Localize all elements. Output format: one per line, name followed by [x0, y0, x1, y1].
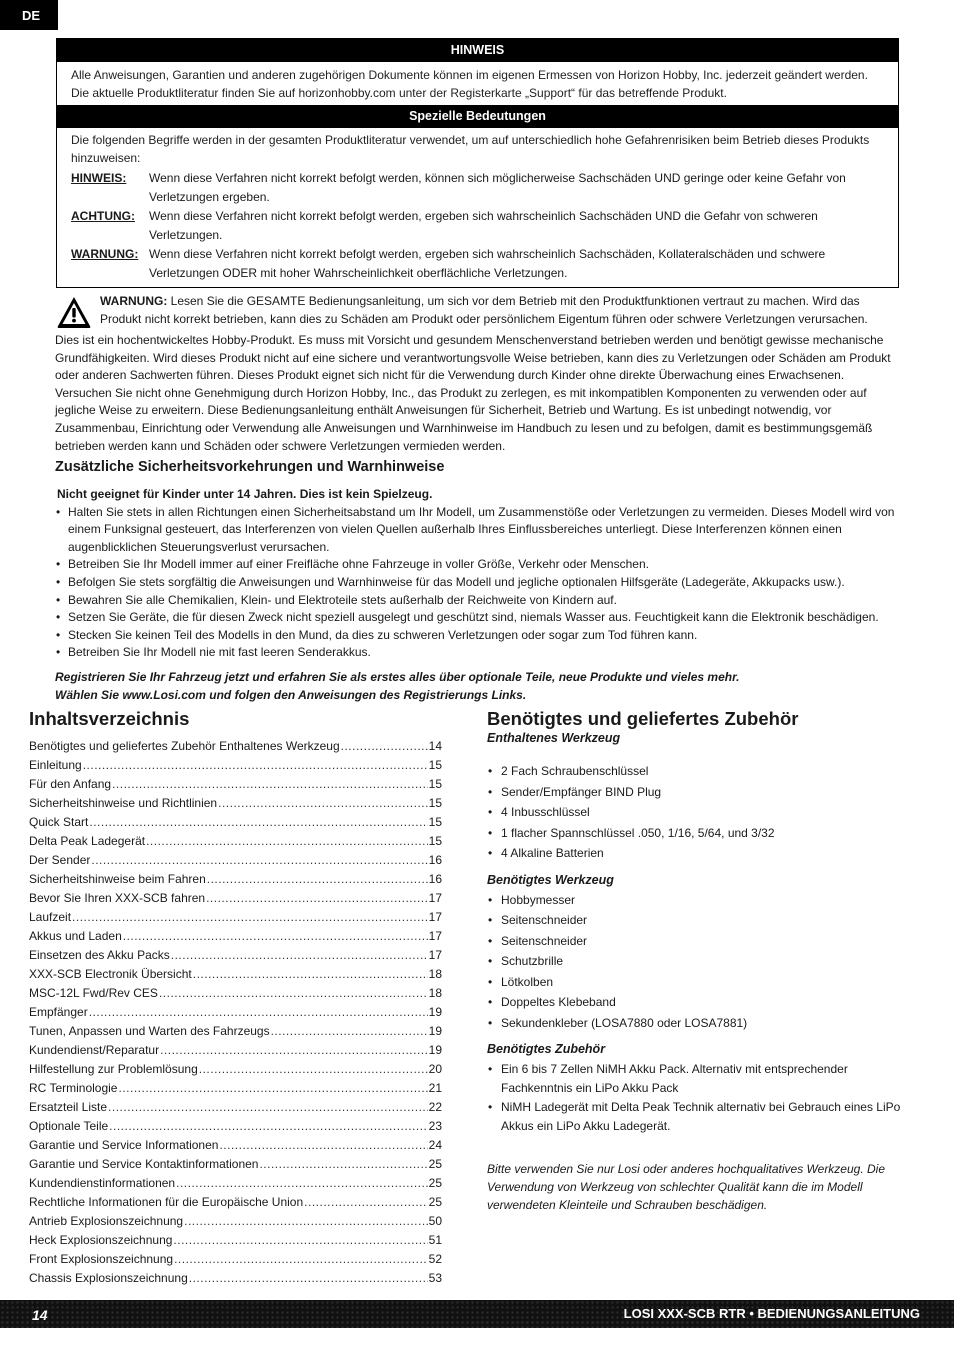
toc-entry-page: 25	[428, 1176, 442, 1190]
included-tools-heading: Enthaltenes Werkzeug	[487, 731, 621, 745]
toc-entry-label: RC Terminologie	[29, 1081, 118, 1095]
warning-triangle-icon	[56, 295, 92, 329]
toc-entry-page: 53	[428, 1271, 442, 1285]
toc-entry-page: 21	[428, 1081, 442, 1095]
toc-entry	[29, 948, 442, 967]
toc-leader-dots	[174, 1252, 428, 1266]
included-tools-list	[487, 762, 907, 863]
accessory-item: • Doppeltes Klebeband	[487, 993, 907, 1012]
toc-leader-dots	[199, 1062, 428, 1076]
toc-entry	[29, 1214, 442, 1233]
toc-leader-dots	[173, 1233, 427, 1247]
toc-entry-page: 25	[428, 1195, 442, 1209]
safety-item: • Stecken Sie keinen Teil des Modells in den Mund, da dies zu schweren Verletzungen oder sogar zum Tod führen kann.	[55, 627, 900, 645]
toc-entry-label: Einleitung	[29, 758, 82, 772]
toc-entry-page: 17	[428, 948, 442, 962]
warning-label: WARNUNG:	[100, 294, 168, 308]
safety-heading: Zusätzliche Sicherheitsvorkehrungen und Warnhinweise	[55, 459, 445, 475]
toc-entry	[29, 1138, 442, 1157]
registration-line: Registrieren Sie Ihr Fahrzeug jetzt und erfahren Sie als erstes alles über optionale Teile, neue Produkte und vieles mehr.	[55, 669, 740, 684]
definition-row	[71, 245, 884, 282]
toc-entry-label: Rechtliche Informationen für die Europäische Union	[29, 1195, 304, 1209]
toc-entry-page: 16	[428, 853, 442, 867]
toc-entry	[29, 1271, 442, 1290]
required-parts-list	[487, 1060, 907, 1135]
toc-leader-dots	[108, 1100, 428, 1114]
toc-entry-label: Benötigtes und geliefertes Zubehör Enthaltenes Werkzeug	[29, 739, 340, 753]
toc-leader-dots	[160, 1043, 428, 1057]
toc-entry-label: Einsetzen des Akku Packs	[29, 948, 170, 962]
toc-leader-dots	[171, 948, 428, 962]
accessory-item: • Schutzbrille	[487, 952, 907, 971]
warning-body: Lesen Sie die GESAMTE Bedienungsanleitung, um sich vor dem Betrieb mit den Produktfunktionen vertraut zu machen. Wird das Produkt nicht korrekt betrieben, kann dies zu Schäden am Produkt oder persönlichem Eigentum führen oder schwere Verletzungen verursachen.	[100, 294, 868, 326]
toc-entry-label: Kundendienstinformationen	[29, 1176, 176, 1190]
toc-entry-label: Optionale Teile	[29, 1119, 109, 1133]
toc-entry	[29, 853, 442, 872]
warning-block	[56, 293, 899, 328]
toc-entry-label: Akkus und Laden	[29, 929, 122, 943]
accessory-item: • Lötkolben	[487, 973, 907, 992]
toc-entry	[29, 929, 442, 948]
warning-text	[100, 293, 899, 328]
accessory-item: • Hobbymesser	[487, 891, 907, 910]
toc-entry	[29, 1062, 442, 1081]
safety-item: • Bewahren Sie alle Chemikalien, Klein- und Elektroteile stets außerhalb der Reichweite von Kindern auf.	[55, 592, 900, 610]
safety-list	[55, 504, 900, 662]
accessory-item: • NiMH Ladegerät mit Delta Peak Technik alternativ bei Gebrauch eines LiPo Akkus ein LiPo Akku Ladegerät.	[487, 1098, 907, 1135]
toc-entry	[29, 1005, 442, 1024]
toc-entry-page: 23	[428, 1119, 442, 1133]
toc-entry-page: 22	[428, 1100, 442, 1114]
toc-entry	[29, 967, 442, 986]
toc-entry-page: 16	[428, 872, 442, 886]
toc-entry-page: 24	[428, 1138, 442, 1152]
toc-entry-page: 20	[428, 1062, 442, 1076]
toc-entry	[29, 1100, 442, 1119]
toc-leader-dots	[304, 1195, 427, 1209]
toc-leader-dots	[146, 834, 428, 848]
toc-entry	[29, 872, 442, 891]
definition-term: HINWEIS:	[71, 171, 127, 185]
accessory-item: • Seitenschneider	[487, 932, 907, 951]
toc-entry-page: 18	[428, 967, 442, 981]
toc-leader-dots	[207, 872, 428, 886]
toc-leader-dots	[259, 1157, 427, 1171]
tool-quality-note: Bitte verwenden Sie nur Losi oder anderes hochqualitatives Werkzeug. Die Verwendung von Werkzeug von schlechter Qualität kann die im Modell verwendeten Kleinteile und Schrauben beschädigen.	[487, 1162, 886, 1212]
accessory-item: • 4 Inbusschlüssel	[487, 803, 907, 822]
toc-entry-page: 51	[428, 1233, 442, 1247]
accessory-item: • 4 Alkaline Batterien	[487, 844, 907, 863]
notice-title: HINWEIS	[57, 39, 898, 62]
accessory-item: • Ein 6 bis 7 Zellen NiMH Akku Pack. Alternativ mit entsprechender Fachkenntnis ein LiPo Akku Pack	[487, 1060, 907, 1097]
toc-entry-label: Für den Anfang	[29, 777, 112, 791]
toc-entry	[29, 1176, 442, 1195]
toc-entry-label: Ersatzteil Liste	[29, 1100, 108, 1114]
toc-leader-dots	[184, 1214, 428, 1228]
language-tab: DE	[0, 0, 58, 30]
toc-entry	[29, 1195, 442, 1214]
toc-entry-label: Der Sender	[29, 853, 91, 867]
definition-term: ACHTUNG:	[71, 209, 135, 223]
page-footer	[0, 1300, 954, 1328]
toc-leader-dots	[219, 1138, 427, 1152]
toc-entry	[29, 834, 442, 853]
toc-entry	[29, 758, 442, 777]
definition-term: WARNUNG:	[71, 247, 139, 261]
toc-leader-dots	[83, 758, 428, 772]
toc-entry	[29, 1233, 442, 1252]
toc-entry-label: Heck Explosionszeichnung	[29, 1233, 173, 1247]
toc-entry-label: Chassis Explosionszeichnung	[29, 1271, 188, 1285]
special-meanings-title: Spezielle Bedeutungen	[57, 105, 898, 128]
toc-entry	[29, 739, 442, 758]
toc-leader-dots	[193, 967, 428, 981]
toc-entry-page: 18	[428, 986, 442, 1000]
toc-entry-page: 15	[428, 777, 442, 791]
definition-text: Wenn diese Verfahren nicht korrekt befolgt werden, ergeben sich wahrscheinlich Sachschäden, Kollateralschäden und schwere Verletzungen ODER mit hoher Wahrscheinlichkeit oberflächliche Verletzungen.	[149, 247, 826, 280]
toc-leader-dots	[341, 739, 428, 753]
accessories-title: Benötigtes und geliefertes Zubehör	[487, 708, 799, 729]
required-tools-list	[487, 891, 907, 1033]
definition-text: Wenn diese Verfahren nicht korrekt befolgt werden, können sich möglicherweise Sachschäden UND geringe oder keine Gefahr von Verletzungen ergeben.	[149, 171, 846, 204]
toc-entry-page: 19	[428, 1024, 442, 1038]
toc-entry-page: 25	[428, 1157, 442, 1171]
toc-entry-label: Delta Peak Ladegerät	[29, 834, 146, 848]
toc-entry-page: 14	[428, 739, 442, 753]
toc-entry-page: 15	[428, 796, 442, 810]
toc-entry-label: Bevor Sie Ihren XXX-SCB fahren	[29, 891, 206, 905]
toc-entry-page: 19	[428, 1005, 442, 1019]
toc-entry-label: Hilfestellung zur Problemlösung	[29, 1062, 198, 1076]
page-number: 14	[32, 1307, 48, 1323]
safety-item: • Setzen Sie Geräte, die für diesen Zweck nicht speziell ausgelegt und geschützt sind, niemals Wasser aus. Feuchtigkeit kann die Elektronik beschädigen.	[55, 609, 900, 627]
toc-entry-label: Quick Start	[29, 815, 89, 829]
toc-leader-dots	[72, 910, 428, 924]
toc-entry-label: Front Explosionszeichnung	[29, 1252, 174, 1266]
toc-entry-label: Laufzeit	[29, 910, 72, 924]
definition-row	[71, 169, 884, 206]
accessory-item: • 1 flacher Spannschlüssel .050, 1/16, 5/64, und 3/32	[487, 824, 907, 843]
toc-title: Inhaltsverzeichnis	[29, 708, 190, 729]
toc-leader-dots	[189, 1271, 428, 1285]
notice-box	[56, 38, 899, 288]
toc-entry-page: 52	[428, 1252, 442, 1266]
notice-text: Alle Anweisungen, Garantien und anderen zugehörigen Dokumente können im eigenen Ermessen von Horizon Hobby, Inc. jederzeit geändert werden. Die aktuelle Produktliteratur finden Sie auf horizonhobby.com unter der Registerkarte „Support“ für das betreffende Produkt.	[71, 68, 868, 100]
safety-item: • Betreiben Sie Ihr Modell nie mit fast leeren Senderakkus.	[55, 644, 900, 662]
toc-leader-dots	[91, 853, 427, 867]
definition-list	[57, 169, 898, 282]
toc-entry-page: 17	[428, 929, 442, 943]
accessory-item: • Seitenschneider	[487, 911, 907, 930]
intro-paragraph: Dies ist ein hochentwickeltes Hobby-Produkt. Es muss mit Vorsicht und gesundem Menschenverstand betrieben werden und benötigt gewisse mechanische Grundfähigkeiten. Wird dieses Produkt nicht auf eine sichere und verantwortungsvolle Weise betrieben, kann dies zu Verletzungen oder Schäden am Produkt oder anderen Sachwerten führen. Dieses Produkt eignet sich nicht für die Verwendung durch Kinder ohne direkte Überwachung eines Erwachsenen. Versuchen Sie nicht ohne Genehmigung durch Horizon Hobby, Inc., das Produkt zu zerlegen, es mit inkompatiblen Komponenten zu verwenden oder auf jegliche Weise zu erweitern. Diese Bedienungsanleitung enthält Anweisungen für Sicherheit, Betrieb und Wartung. Es ist unbedingt notwendig, vor Zusammenbau, Einrichtung oder Verwendung alle Anweisungen und Warnhinweise im Handbuch zu lesen und zu befolgen, damit es bestimmungsgemäß betrieben werden kann und Schäden oder schwere Verletzungen vermieden werden.	[55, 333, 891, 453]
toc-entry	[29, 1252, 442, 1271]
toc-leader-dots	[112, 777, 428, 791]
accessory-item: • Sekundenkleber (LOSA7880 oder LOSA7881)	[487, 1014, 907, 1033]
toc-entry-label: Antrieb Explosionszeichnung	[29, 1214, 184, 1228]
toc-entry	[29, 986, 442, 1005]
toc-entry-page: 17	[428, 910, 442, 924]
registration-line: Wählen Sie www.Losi.com und folgen den Anweisungen des Registrierungs Links.	[55, 687, 527, 702]
toc-entry	[29, 1024, 442, 1043]
toc-entry-label: Tunen, Anpassen und Warten des Fahrzeugs	[29, 1024, 270, 1038]
toc-entry-page: 17	[428, 891, 442, 905]
accessories-section	[487, 731, 907, 1214]
toc-entry	[29, 1157, 442, 1176]
toc-leader-dots	[89, 815, 427, 829]
toc-entry	[29, 1043, 442, 1062]
toc-entry	[29, 777, 442, 796]
toc-entry	[29, 891, 442, 910]
toc-entry-label: Garantie und Service Kontaktinformationen	[29, 1157, 259, 1171]
toc-leader-dots	[271, 1024, 428, 1038]
safety-section	[55, 486, 900, 704]
registration-note	[55, 669, 900, 704]
toc-entry-label: Garantie und Service Informationen	[29, 1138, 219, 1152]
toc-entry-label: XXX-SCB Electronik Übersicht	[29, 967, 192, 981]
toc-entry-label: Kundendienst/Reparatur	[29, 1043, 160, 1057]
toc-entry-page: 15	[428, 815, 442, 829]
toc-entry	[29, 1081, 442, 1100]
toc-entry-page: 50	[428, 1214, 442, 1228]
toc-leader-dots	[159, 986, 428, 1000]
toc-entry-label: MSC-12L Fwd/Rev CES	[29, 986, 158, 1000]
safety-item: • Befolgen Sie stets sorgfältig die Anweisungen und Warnhinweise für das Modell und jegliche optionalen Hilfsgeräte (Ladegeräte, Akkupacks usw.).	[55, 574, 900, 592]
toc-entry-label: Empfänger	[29, 1005, 88, 1019]
accessory-item: • Sender/Empfänger BIND Plug	[487, 783, 907, 802]
accessory-item: • 2 Fach Schraubenschlüssel	[487, 762, 907, 781]
safety-item: • Halten Sie stets in allen Richtungen einen Sicherheitsabstand um Ihr Modell, um Zusammenstöße oder Verletzungen zu vermeiden. Dieses Modell wird von einem Funksignal gesteuert, das Interferenzen von vielen Quellen außerhalb Ihres Einflussbereiches unterliegt. Diese Interferenzen können einen augenblicklichen Steuerungsverlust verursachen.	[55, 504, 900, 557]
toc-entry-label: Sicherheitshinweise und Richtlinien	[29, 796, 218, 810]
required-tools-heading: Benötigtes Werkzeug	[487, 872, 614, 887]
special-meanings-intro: Die folgenden Begriffe werden in der gesamten Produktliteratur verwendet, um auf unterschiedlich hohe Gefahrenrisiken beim Betrieb dieses Produkts hinzuweisen:	[71, 133, 870, 165]
toc-leader-dots	[89, 1005, 428, 1019]
toc-entry	[29, 796, 442, 815]
safety-item: • Betreiben Sie Ihr Modell immer auf einer Freifläche ohne Fahrzeuge in voller Größe, Verkehr oder Menschen.	[55, 556, 900, 574]
toc-leader-dots	[118, 1081, 427, 1095]
table-of-contents	[29, 739, 442, 1290]
toc-entry-page: 19	[428, 1043, 442, 1057]
required-parts-heading: Benötigtes Zubehör	[487, 1042, 606, 1056]
toc-entry-page: 15	[428, 758, 442, 772]
definition-text: Wenn diese Verfahren nicht korrekt befolgt werden, ergeben sich wahrscheinlich Sachschäden UND die Gefahr von schweren Verletzungen.	[149, 209, 818, 242]
toc-leader-dots	[109, 1119, 427, 1133]
definition-row	[71, 207, 884, 244]
toc-entry	[29, 910, 442, 929]
toc-leader-dots	[218, 796, 428, 810]
safety-lead: Nicht geeignet für Kinder unter 14 Jahren. Dies ist kein Spielzeug.	[57, 487, 433, 501]
toc-leader-dots	[176, 1176, 428, 1190]
toc-leader-dots	[206, 891, 428, 905]
toc-entry-label: Sicherheitshinweise beim Fahren	[29, 872, 206, 886]
toc-entry	[29, 1119, 442, 1138]
footer-title: LOSI XXX-SCB RTR • BEDIENUNGSANLEITUNG	[623, 1306, 920, 1321]
toc-leader-dots	[123, 929, 428, 943]
toc-entry-page: 15	[428, 834, 442, 848]
toc-entry	[29, 815, 442, 834]
